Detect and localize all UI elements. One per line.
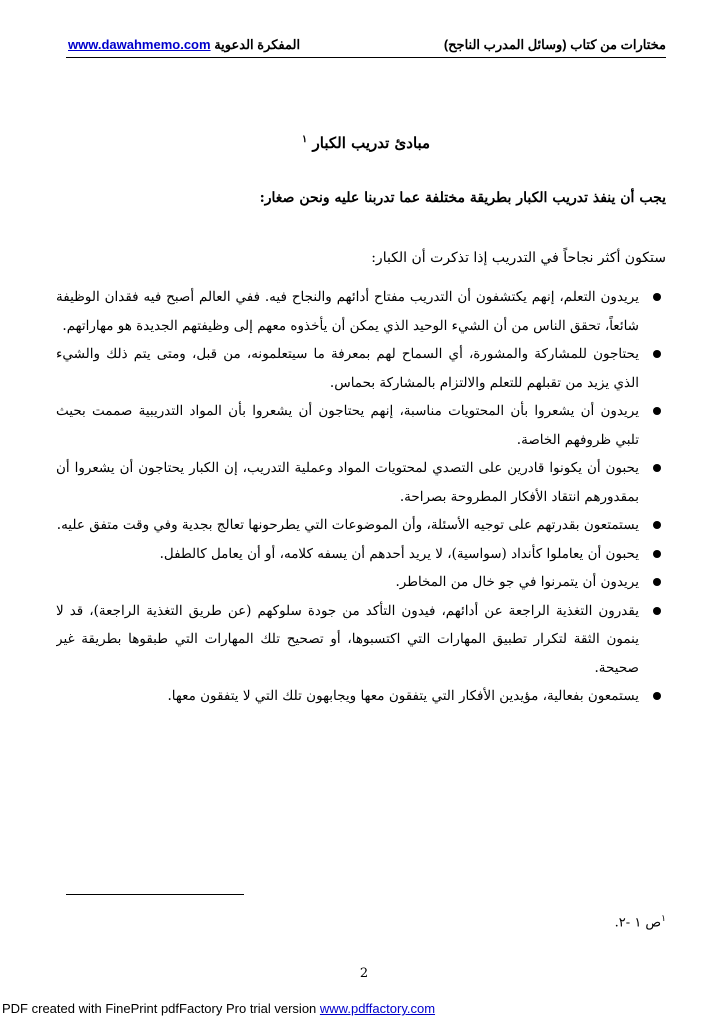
- list-item-text: يقدرون التغذية الراجعة عن أدائهم، فيدون التأكد من جودة سلوكهم (عن طريق التغذية الراجعة)، قد لا ينمون الثقة لتكرار تطبيق المهارات التي اكتسبوها، أو تصحيح تلك المهارات التي طبقوها بطريقة غير صحيحة.: [56, 602, 639, 676]
- list-item: [56, 397, 666, 454]
- bullet-icon: [653, 464, 661, 472]
- list-item-text: يستمعون بفعالية، مؤيدين الأفكار التي يتفقون معها ويجابهون تلك التي لا يتفقون معها.: [167, 688, 639, 704]
- bullet-icon: [653, 578, 661, 586]
- header-site: [68, 37, 300, 53]
- bullet-icon: [653, 407, 661, 415]
- bullet-icon: [653, 350, 661, 358]
- footnote-mark: ١: [661, 914, 666, 924]
- header-book-title: مختارات من كتاب (وسائل المدرب الناجح): [443, 37, 666, 52]
- list-item: [56, 682, 666, 711]
- list-item: [56, 340, 666, 397]
- page-number: 2: [359, 966, 369, 981]
- bullet-icon: [653, 692, 661, 700]
- bullet-icon: [653, 550, 661, 558]
- header-site-name: المفكرة الدعوية: [214, 37, 301, 52]
- list-item: [56, 454, 666, 511]
- list-item: [56, 540, 666, 569]
- list-item-text: يحبون أن يعاملوا كأنداد (سواسية)، لا يريد أحدهم أن يسفه كلامه، أو أن يعامل كالطفل.: [159, 545, 639, 562]
- bullet-icon: [653, 521, 661, 529]
- page-header: [66, 34, 666, 56]
- title-text: مبادئ تدريب الكبار: [312, 134, 431, 152]
- footnote-text: ص ١ -٢.: [614, 915, 662, 931]
- lead-paragraph: ستكون أكثر نجاحاً في التدريب إذا تذكرت أن الكبار:: [371, 250, 666, 266]
- header-site-link[interactable]: www.dawahmemo.com: [68, 37, 211, 52]
- list-item-text: يستمتعون بقدرتهم على توجيه الأسئلة، وأن الموضوعات التي يطرحونها تعالج بجدية وفي وقت متفق عليه.: [56, 517, 639, 533]
- bullet-list: [56, 283, 666, 711]
- header-divider: [66, 57, 666, 58]
- bullet-icon: [653, 607, 661, 615]
- page-title: [66, 134, 666, 152]
- list-item-text: يريدون أن يشعروا بأن المحتويات مناسبة، إنهم يحتاجون أن يشعروا بأن المواد التدريبية صممت بحيث تلبي ظروفهم الخاصة.: [56, 403, 639, 448]
- footnote-divider: [66, 894, 244, 895]
- footnote: [615, 914, 666, 930]
- list-item: [56, 568, 666, 597]
- list-item-text: يحتاجون للمشاركة والمشورة، أي السماح لهم بمعرفة ما سيتعلمونه، من قبل، ومتى يتم ذلك والشيء الذي يزيد من تقبلهم للتعلم والالتزام بالمشاركة بحماس.: [56, 346, 639, 391]
- pdf-footer: [2, 1001, 435, 1016]
- list-item: [56, 511, 666, 540]
- list-item: [56, 283, 666, 340]
- pdf-footer-text: PDF created with FinePrint pdfFactory Pro trial version: [2, 1001, 317, 1016]
- list-item-text: يحبون أن يكونوا قادرين على التصدي لمحتويات المواد وعملية التدريب، إن الكبار يحتاجون أن يشعروا أن بمقدورهم انتقاد الأفكار المطروحة بصراحة.: [56, 460, 639, 505]
- title-footnote-mark: ١: [301, 134, 308, 145]
- list-item: [56, 597, 666, 683]
- intro-paragraph: يجب أن ينفذ تدريب الكبار بطريقة مختلفة عما تدربنا عليه ونحن صغار:: [259, 190, 666, 206]
- pdf-footer-link[interactable]: www.pdffactory.com: [319, 1001, 436, 1016]
- bullet-icon: [653, 293, 661, 301]
- list-item-text: يريدون أن يتمرنوا في جو خال من المخاطر.: [395, 574, 639, 590]
- list-item-text: يريدون التعلم، إنهم يكتشفون أن التدريب مفتاح أدائهم والنجاح فيه. ففي العالم أصبح فيه فقدان الوظيفة شائعاً، تحقق الناس من أن الشيء الوحيد الذي يمكن أن يأخذوه معهم إلى وظيفتهم الجديدة هو مهاراتهم.: [56, 289, 639, 334]
